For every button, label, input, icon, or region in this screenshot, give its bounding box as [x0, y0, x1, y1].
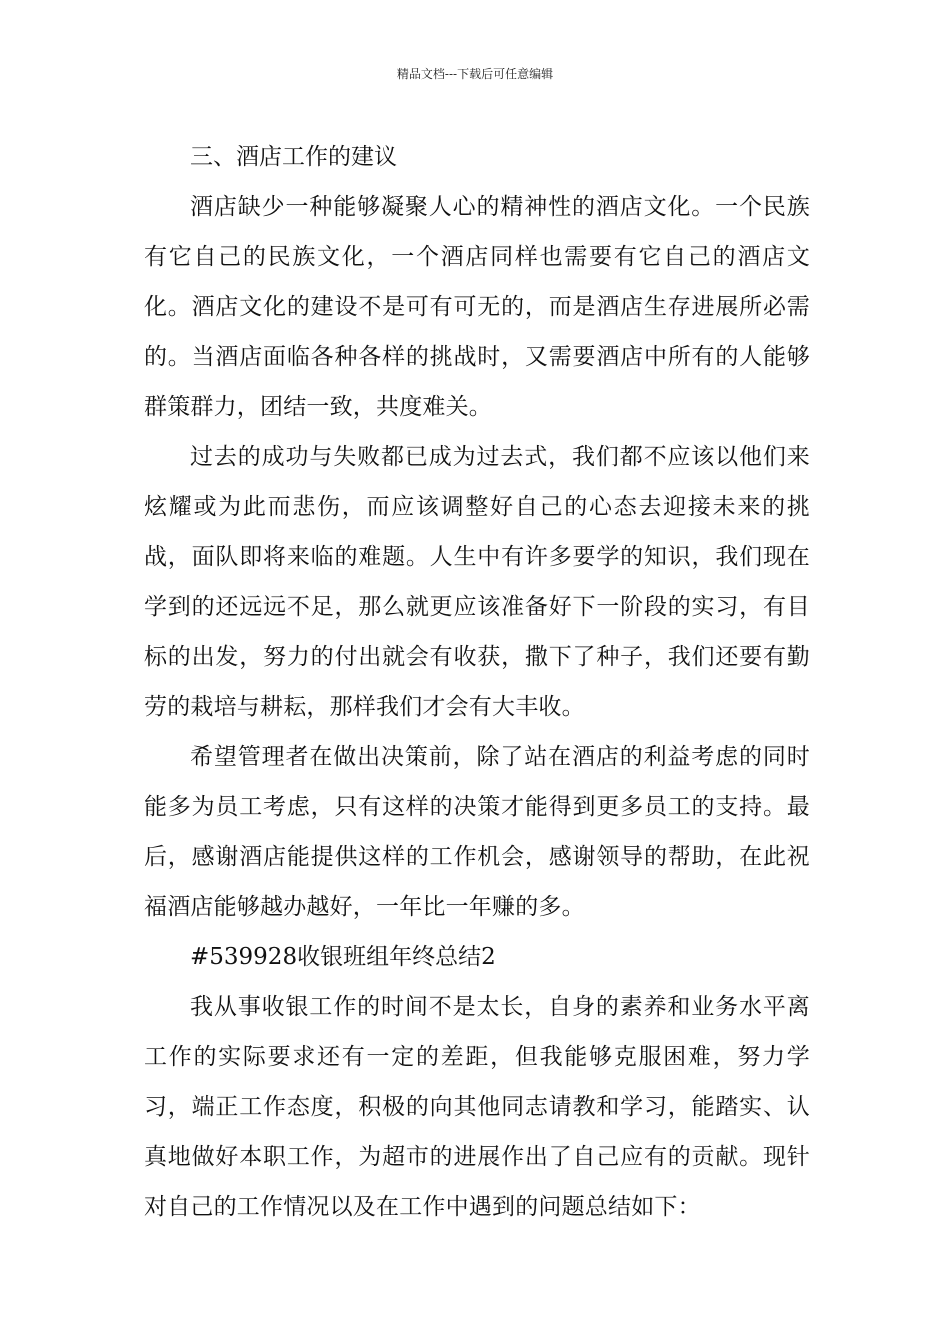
paragraph-past: 过去的成功与失败都已成为过去式，我们都不应该以他们来炫耀或为此而悲伤，而应该调整好自己的心态去迎接未来的挑战，面队即将来临的难题。人生中有许多要学的知识，我们现在学到的还远远不足，那么就更应该准备好下一阶段的实习，有目标的出发，努力的付出就会有收获，撒下了种子，我们还要有勤劳的栽培与耕耘，那样我们才会有大丰收。 — [144, 444, 810, 720]
doc-title: #539928收银班组年终总结2 — [190, 944, 496, 970]
paragraph-culture: 酒店缺少一种能够凝聚人心的精神性的酒店文化。一个民族有它自己的民族文化，一个酒店同样也需要有它自己的酒店文化。酒店文化的建设不是可有可无的，而是酒店生存进展所必需的。当酒店面临各种各样的挑战时，又需要酒店中所有的人能够群策群力，团结一致，共度难关。 — [144, 194, 810, 420]
paragraph-cashier: 我从事收银工作的时间不是太长，自身的素养和业务水平离工作的实际要求还有一定的差距，但我能够克服困难，努力学习，端正工作态度，积极的向其他同志请教和学习，能踏实、认真地做好本职工作，为超市的进展作出了自己应有的贡献。现针对自己的工作情况以及在工作中遇到的问题总结如下： — [144, 994, 810, 1220]
section-heading: 三、酒店工作的建议 — [190, 144, 397, 170]
paragraph-hope: 希望管理者在做出决策前，除了站在酒店的利益考虑的同时能多为员工考虑，只有这样的决策才能得到更多员工的支持。最后，感谢酒店能提供这样的工作机会，感谢领导的帮助，在此祝福酒店能够越办越好，一年比一年赚的多。 — [144, 744, 810, 920]
document-body — [144, 132, 810, 1232]
page-header: 精品文档---下载后可任意编辑 — [396, 67, 554, 81]
